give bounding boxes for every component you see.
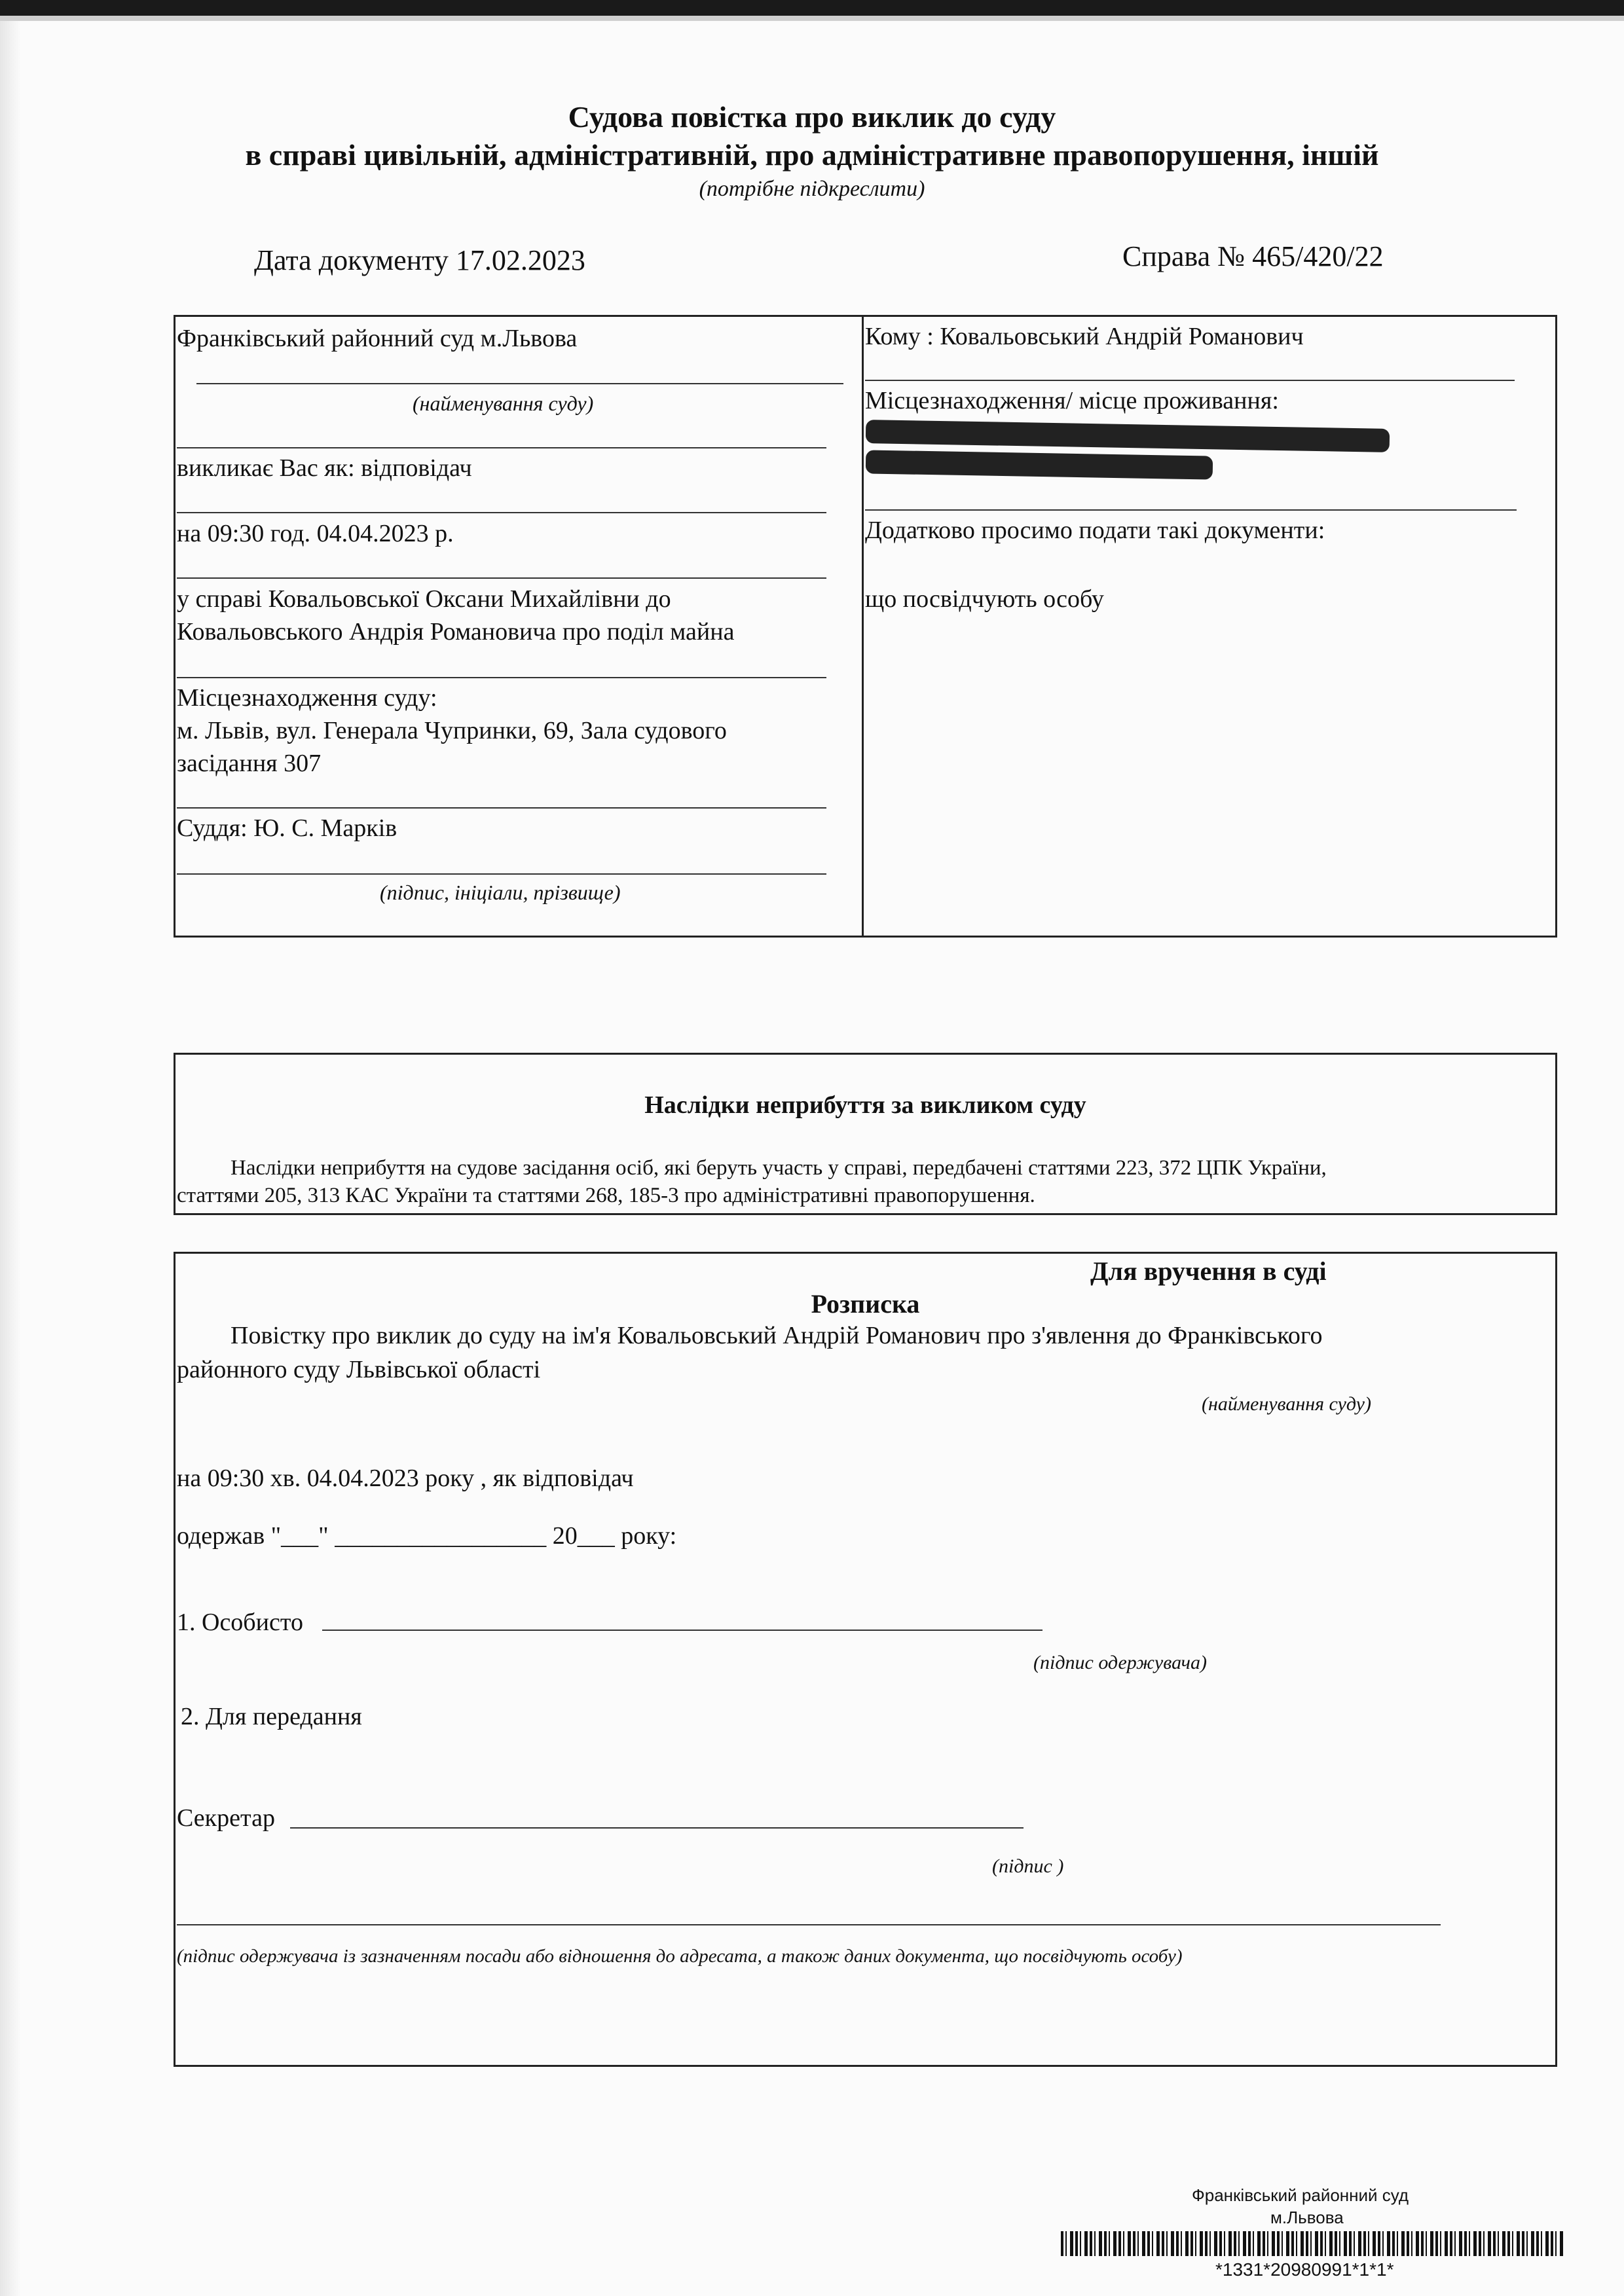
court-location-label: Місцезнаходження суду:: [177, 684, 437, 712]
received-date: одержав "___" _________________ 20___ року:: [177, 1522, 677, 1550]
consequences-title: Наслідки неприбуття за викликом суду: [644, 1091, 1086, 1119]
document-date: Дата документу 17.02.2023: [254, 244, 585, 276]
court-name-caption: (найменування суду): [413, 392, 594, 415]
consequences-text-line2: статтями 205, 313 КАС України та статтями 268, 185-3 про адміністративні правопорушення.: [177, 1184, 1035, 1207]
page-title-line2: в справі цивільній, адміністративній, про адміністративне правопорушення, іншій: [245, 138, 1379, 172]
court-address-line2: засідання 307: [177, 750, 322, 777]
divider: [177, 512, 826, 513]
signature-line: [322, 1630, 1043, 1631]
page-subtitle: (потрібне підкреслити): [699, 177, 925, 201]
stamp-court-name: Франківський районний суд: [1192, 2185, 1409, 2205]
documents-label: Додатково просимо подати такі документи:: [865, 517, 1325, 544]
recipient: Кому : Ковальовський Андрій Романович: [865, 323, 1304, 350]
signature-line: [290, 1827, 1024, 1829]
personally-label: 1. Особисто: [177, 1609, 303, 1636]
divider: [177, 577, 826, 579]
receipt-text: Повістку про виклик до суду на ім'я Ковальовський Андрій Романович про з'явлення до Франківського: [231, 1322, 1323, 1349]
court-name: Франківський районний суд м.Львова: [177, 325, 578, 352]
secretary-label: Секретар: [177, 1804, 275, 1832]
scan-edge-top: [0, 0, 1624, 16]
stamp-court-city: м.Львова: [1270, 2208, 1344, 2227]
receipt-text-line2: районного суду Львівської області: [177, 1356, 541, 1383]
court-address: м. Львів, вул. Генерала Чупринки, 69, Зала судового: [177, 717, 727, 744]
transfer-label: 2. Для передання: [181, 1703, 362, 1730]
case-number: Справа № 465/420/22: [1122, 240, 1384, 272]
hearing-time: на 09:30 год. 04.04.2023 р.: [177, 520, 454, 547]
divider: [177, 1924, 1441, 1925]
judge-name: Суддя: Ю. С. Марків: [177, 814, 397, 842]
receipt-title: Розписка: [811, 1289, 920, 1319]
divider: [177, 873, 826, 875]
case-description: у справі Ковальовської Оксани Михайлівни до: [177, 585, 671, 613]
barcode-text: *1331*20980991*1*1*: [1215, 2259, 1394, 2280]
divider: [865, 509, 1517, 511]
secretary-caption: (підпис ): [992, 1855, 1064, 1877]
scan-edge-shadow: [0, 16, 1624, 21]
personally-caption: (підпис одержувача): [1033, 1652, 1207, 1673]
documents-value: що посвідчують особу: [865, 585, 1104, 613]
receipt-footer-caption: (підпис одержувача із зазначенням посади або відношення до адресата, а також даних документа, що посвідчують особу): [177, 1946, 1183, 1967]
divider: [196, 383, 843, 384]
divider: [177, 447, 826, 448]
case-description-line2: Ковальовського Андрія Романовича про поділ майна: [177, 618, 735, 646]
page-title: Судова повістка про виклик до суду: [568, 100, 1056, 134]
consequences-text: Наслідки неприбуття на судове засідання осіб, які беруть участь у справі, передбачені статтями 223, 372 ЦПК України,: [231, 1156, 1327, 1180]
divider: [177, 807, 826, 809]
residence-label: Місцезнаходження/ місце проживання:: [865, 387, 1279, 414]
column-divider: [862, 315, 864, 938]
receipt-court-caption: (найменування суду): [1202, 1393, 1371, 1415]
for-court-label: Для вручення в суді: [1090, 1256, 1327, 1286]
scan-edge-left: [0, 0, 21, 2296]
summons-role: викликає Вас як: відповідач: [177, 454, 472, 482]
receipt-time: на 09:30 хв. 04.04.2023 року , як відповідач: [177, 1465, 634, 1492]
divider: [177, 677, 826, 678]
judge-caption: (підпис, ініціали, прізвище): [380, 881, 621, 904]
barcode: [1061, 2231, 1565, 2256]
divider: [865, 380, 1515, 381]
